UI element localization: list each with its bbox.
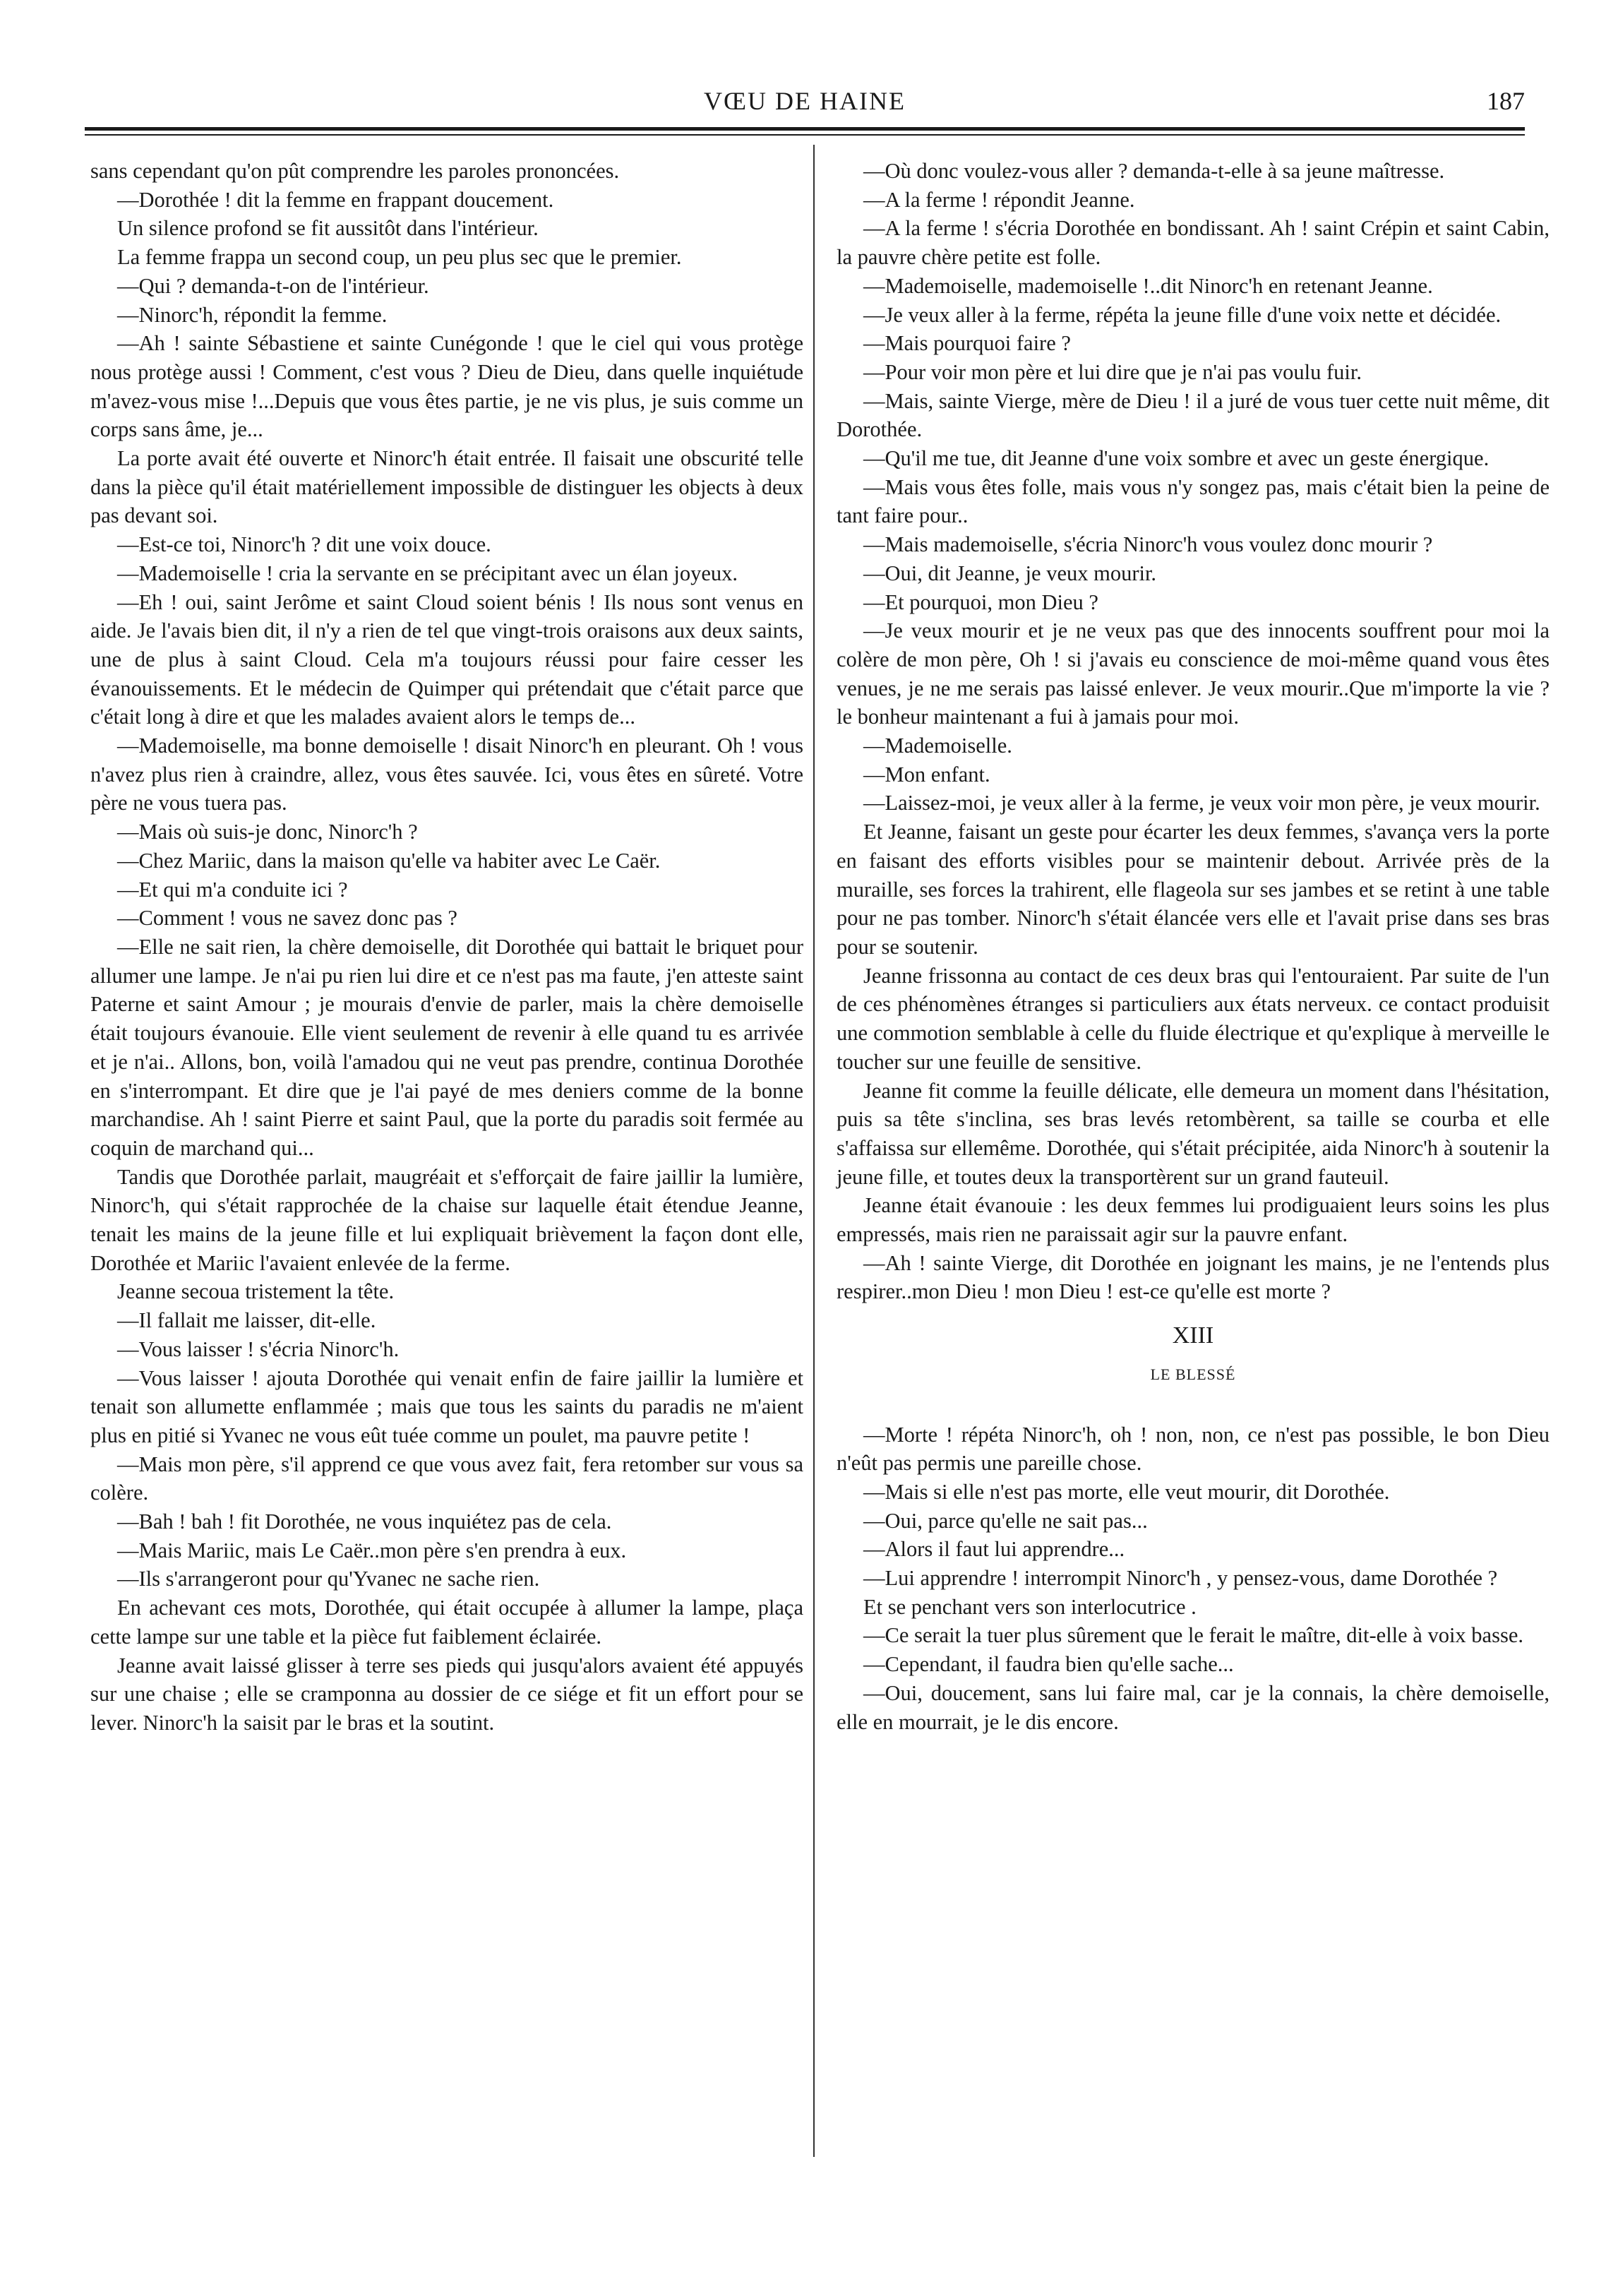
paragraph: —Oui, dit Jeanne, je veux mourir.	[863, 561, 1157, 585]
paragraph: —Elle ne sait rien, la chère demoiselle, dit Dorothée qui battait le briquet pour allumer une lampe. Je n'ai pu rien lui dire et ce n'est pas ma faute, j'en atteste saint Paterne et saint Amour ; je mourais d'envie de parler, mais la chère demoiselle était toujours évanouie. Elle vient seulement de revenir à elle quand tu es arrivée et je n'ai.. Allons, bon, voilà l'amadou qui ne veut pas prendre, continua Dorothée en s'interrompant. Et dire que je l'ai payé de mes deniers comme de la bonne marchandise. Ah ! saint Pierre et saint Paul, que la porte du paradis soit fermée au coquin de marchand qui...	[90, 934, 803, 1160]
header-rule-thick	[85, 127, 1525, 131]
paragraph: sans cependant qu'on pût comprendre les paroles prononcées.	[90, 159, 620, 183]
paragraph: —Vous laisser ! ajouta Dorothée qui venait enfin de faire jaillir la lumière et tenait son allumette enflammée ; mais que tous les saints du paradis ne m'aient plus en pitié si Yvanec ne vous eût tuée comme un poulet, ma pauvre petite !	[90, 1365, 803, 1447]
left-column	[90, 157, 803, 1738]
paragraph: Jeanne avait laissé glisser à terre ses pieds qui jusqu'alors avaient été appuyés sur une chaise ; elle se cramponna au dossier de ce siége et fit un effort pour se lever. Ninorc'h la saisit par le bras et la soutint.	[90, 1653, 803, 1735]
paragraph: —Pour voir mon père et lui dire que je n'ai pas voulu fuir.	[863, 359, 1362, 384]
column-divider	[813, 145, 815, 2157]
paragraph: —Mademoiselle, mademoiselle !..dit Ninorc'h en retenant Jeanne.	[863, 273, 1433, 298]
running-head	[85, 86, 1525, 128]
paragraph: La femme frappa un second coup, un peu plus sec que le premier.	[117, 245, 682, 270]
paragraph: Et se penchant vers son interlocutrice .	[863, 1594, 1197, 1619]
paragraph: —Oui, doucement, sans lui faire mal, car je la connais, la chère demoiselle, elle en mourrait, je le dis encore.	[837, 1680, 1550, 1734]
paragraph: Jeanne fit comme la feuille délicate, elle demeura un moment dans l'hésitation, puis sa tête s'inclina, ses bras levés retombèrent, sa taille se courba et elle s'affaissa sur ellemême. Dorothée, qui s'était précipitée, aida Ninorc'h à soutenir la jeune fille, et toutes deux la transportèrent sur un grand fauteuil.	[837, 1078, 1550, 1189]
paragraph: —Mais mon père, s'il apprend ce que vous avez fait, fera retomber sur vous sa colère.	[90, 1452, 803, 1505]
paragraph: —Mais si elle n'est pas morte, elle veut mourir, dit Dorothée.	[863, 1479, 1390, 1504]
paragraph: Jeanne frissonna au contact de ces deux bras qui l'entouraient. Par suite de l'un de ces phénomènes étranges si particuliers aux états nerveux. ce contact produisit une commotion semblable à celle du fluide électrique et qu'explique à merveille le toucher sur une feuille de sensitive.	[837, 963, 1550, 1074]
paragraph: —Est-ce toi, Ninorc'h ? dit une voix douce.	[117, 532, 491, 557]
paragraph: —Alors il faut lui apprendre...	[863, 1537, 1125, 1562]
paragraph: —Ah ! sainte Vierge, dit Dorothée en joignant les mains, je ne l'entends plus respirer..mon Dieu ! mon Dieu ! est-ce qu'elle est morte ?	[837, 1250, 1550, 1304]
paragraph: —Je veux mourir et je ne veux pas que des innocents souffrent pour moi la colère de mon père, Oh ! si j'avais eu conscience de moi-même quand vous êtes venues, je ne me serais pas laissé enlever. Je veux mourir..Que m'importe la vie ? le bonheur maintenant a fui à jamais pour moi.	[837, 618, 1550, 729]
chapter-number: XIII	[1172, 1322, 1214, 1349]
page-number: 187	[1487, 87, 1525, 115]
paragraph: —Où donc voulez-vous aller ? demanda-t-elle à sa jeune maîtresse.	[863, 159, 1445, 183]
paragraph: —Mademoiselle.	[863, 734, 1012, 758]
paragraph: —Ninorc'h, répondit la femme.	[117, 302, 388, 327]
paragraph: —Mademoiselle ! cria la servante en se précipitant avec un élan joyeux.	[117, 561, 738, 585]
paragraph: —Mais vous êtes folle, mais vous n'y songez pas, mais c'était bien la peine de tant faire pour..	[837, 474, 1550, 528]
paragraph: —Ils s'arrangeront pour qu'Yvanec ne sache rien.	[117, 1567, 540, 1591]
paragraph: —Bah ! bah ! fit Dorothée, ne vous inquiétez pas de cela.	[117, 1509, 612, 1534]
running-title: VŒU DE HAINE	[704, 87, 906, 115]
paragraph: —Mais où suis-je donc, Ninorc'h ?	[117, 820, 418, 844]
paragraph: Tandis que Dorothée parlait, maugréait et s'efforçait de faire jaillir la lumière, Ninorc'h, qui s'était rapprochée de la chaise sur laquelle était étendue Jeanne, tenait les mains de la jeune fille et lui expliquait brièvement la façon dont elle, Dorothée et Mariic l'avaient enlevée de la ferme.	[90, 1164, 803, 1275]
paragraph: —Dorothée ! dit la femme en frappant doucement.	[117, 187, 554, 212]
paragraph: —Qu'il me tue, dit Jeanne d'une voix sombre et avec un geste énergique.	[863, 446, 1490, 471]
paragraph: —Mademoiselle, ma bonne demoiselle ! disait Ninorc'h en pleurant. Oh ! vous n'avez plus rien à craindre, allez, vous êtes sauvée. Ici, vous êtes en sûreté. Votre père ne vous tuera pas.	[90, 734, 803, 815]
paragraph: —Ah ! sainte Sébastiene et sainte Cunégonde ! que le ciel qui vous protège nous protège aussi ! Comment, c'est vous ? Dieu de Dieu, dans quelle inquiétude m'avez-vous mise !...Depuis que vous êtes partie, je ne vis plus, je suis comme un corps sans âme, je...	[90, 331, 803, 442]
paragraph: —Je veux aller à la ferme, répéta la jeune fille d'une voix nette et décidée.	[863, 302, 1502, 327]
paragraph: Jeanne secoua tristement la tête.	[117, 1279, 395, 1304]
paragraph: —Ce serait la tuer plus sûrement que le ferait le maître, dit-elle à voix basse.	[863, 1623, 1524, 1648]
paragraph: Et Jeanne, faisant un geste pour écarter les deux femmes, s'avança vers la porte en faisant des efforts visibles pour se maintenir debout. Arrivée près de la muraille, ses forces la trahirent, elle flageola sur ses jambes et se retint à une table pour ne pas tomber. Ninorc'h s'était élancée vers elle et l'avait prise dans ses bras pour se soutenir.	[837, 820, 1550, 959]
paragraph: —Il fallait me laisser, dit-elle.	[117, 1308, 376, 1333]
paragraph: —Vous laisser ! s'écria Ninorc'h.	[117, 1337, 400, 1361]
paragraph: —Et qui m'a conduite ici ?	[117, 877, 348, 902]
paragraph: —Cependant, il faudra bien qu'elle sache...	[863, 1652, 1234, 1677]
chapter-title: LE BLESSÉ	[1150, 1365, 1236, 1383]
paragraph: Un silence profond se fit aussitôt dans l'intérieur.	[117, 216, 539, 241]
right-column	[837, 157, 1550, 1736]
paragraph: —Mais pourquoi faire ?	[863, 331, 1071, 356]
paragraph: —Lui apprendre ! interrompit Ninorc'h , y pensez-vous, dame Dorothée ?	[863, 1566, 1498, 1591]
paragraph: —Laissez-moi, je veux aller à la ferme, je veux voir mon père, je veux mourir.	[863, 791, 1540, 815]
paragraph: —A la ferme ! répondit Jeanne.	[863, 187, 1135, 212]
paragraph: —A la ferme ! s'écria Dorothée en bondissant. Ah ! saint Crépin et saint Cabin, la pauvre chère petite est folle.	[837, 216, 1550, 270]
paragraph: —Mais, sainte Vierge, mère de Dieu ! il a juré de vous tuer cette nuit même, dit Dorothée.	[837, 388, 1550, 442]
paragraph: Jeanne était évanouie : les deux femmes lui prodiguaient leurs soins les plus empressés, mais rien ne paraissait agir sur la pauvre enfant.	[837, 1193, 1550, 1247]
paragraph: —Et pourquoi, mon Dieu ?	[863, 590, 1098, 614]
paragraph: —Chez Mariic, dans la maison qu'elle va habiter avec Le Caër.	[117, 848, 661, 873]
paragraph: —Qui ? demanda-t-on de l'intérieur.	[117, 273, 429, 298]
paragraph: —Morte ! répéta Ninorc'h, oh ! non, non, ce n'est pas possible, le bon Dieu n'eût pas permis une pareille chose.	[837, 1422, 1550, 1476]
paragraph: —Comment ! vous ne savez donc pas ?	[117, 906, 457, 931]
paragraph: —Eh ! oui, saint Jerôme et saint Cloud soient bénis ! Ils nous sont venus en aide. Je l'avais bien dit, il n'y a rien de tel que vingt-trois oraisons aux deux saints, une de plus à saint Cloud. Cela m'a toujours réussi pour faire cesser les évanouissements. Et le médecin de Quimper qui prétendait que c'était parce que c'était long à dire et que les malades avaient alors le temps de...	[90, 590, 803, 729]
paragraph: —Mon enfant.	[863, 762, 990, 787]
paragraph: En achevant ces mots, Dorothée, qui était occupée à allumer la lampe, plaça cette lampe sur une table et la pièce fut faiblement éclairée.	[90, 1596, 803, 1649]
header-rule-thin	[85, 134, 1525, 136]
paragraph: —Mais Mariic, mais Le Caër..mon père s'en prendra à eux.	[117, 1538, 627, 1562]
paragraph: —Mais mademoiselle, s'écria Ninorc'h vous voulez donc mourir ?	[863, 532, 1433, 557]
paragraph: —Oui, parce qu'elle ne sait pas...	[863, 1508, 1148, 1533]
paragraph: La porte avait été ouverte et Ninorc'h était entrée. Il faisait une obscurité telle dans la pièce qu'il était matériellement impossible de distinguer les objects à deux pas devant soi.	[90, 446, 803, 528]
